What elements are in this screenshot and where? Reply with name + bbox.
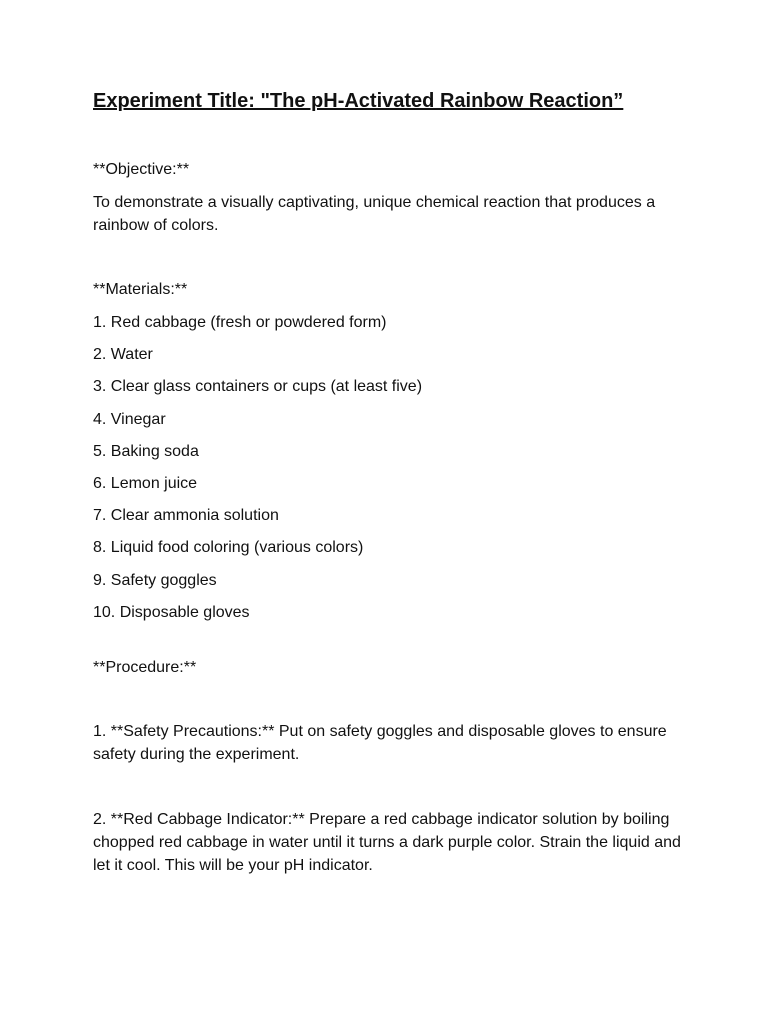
materials-list (93, 311, 693, 624)
list-item: 5. Baking soda (93, 442, 199, 460)
list-item: 8. Liquid food coloring (various colors) (93, 539, 364, 557)
procedure-step-indicator: 2. **Red Cabbage Indicator:** Prepare a red cabbage indicator solution by boiling chopped red cabbage in water until it turns a dark purple color. Strain the liquid and let it cool. This will be your pH indicator. (93, 810, 681, 874)
procedure-step-safety: 1. **Safety Precautions:** Put on safety goggles and disposable gloves to ensure safety during the experiment. (93, 722, 667, 763)
experiment-title: Experiment Title: "The pH-Activated Rainbow Reaction” (93, 90, 624, 112)
list-item: 9. Safety goggles (93, 571, 217, 589)
list-item: 7. Clear ammonia solution (93, 507, 279, 525)
list-item: 1. Red cabbage (fresh or powdered form) (93, 314, 387, 331)
list-item: 6. Lemon juice (93, 474, 198, 492)
list-item: 4. Vinegar (93, 410, 166, 428)
materials-heading: **Materials:** (93, 281, 188, 298)
list-item: 2. Water (93, 346, 153, 364)
list-item: 3. Clear glass containers or cups (at least five) (93, 378, 423, 396)
document-content (93, 88, 693, 877)
objective-heading: **Objective:** (93, 161, 190, 178)
list-item: 10. Disposable gloves (93, 603, 250, 621)
procedure-heading: **Procedure:** (93, 658, 197, 676)
objective-text: To demonstrate a visually captivating, unique chemical reaction that produces a rainbow of colors. (93, 194, 656, 234)
